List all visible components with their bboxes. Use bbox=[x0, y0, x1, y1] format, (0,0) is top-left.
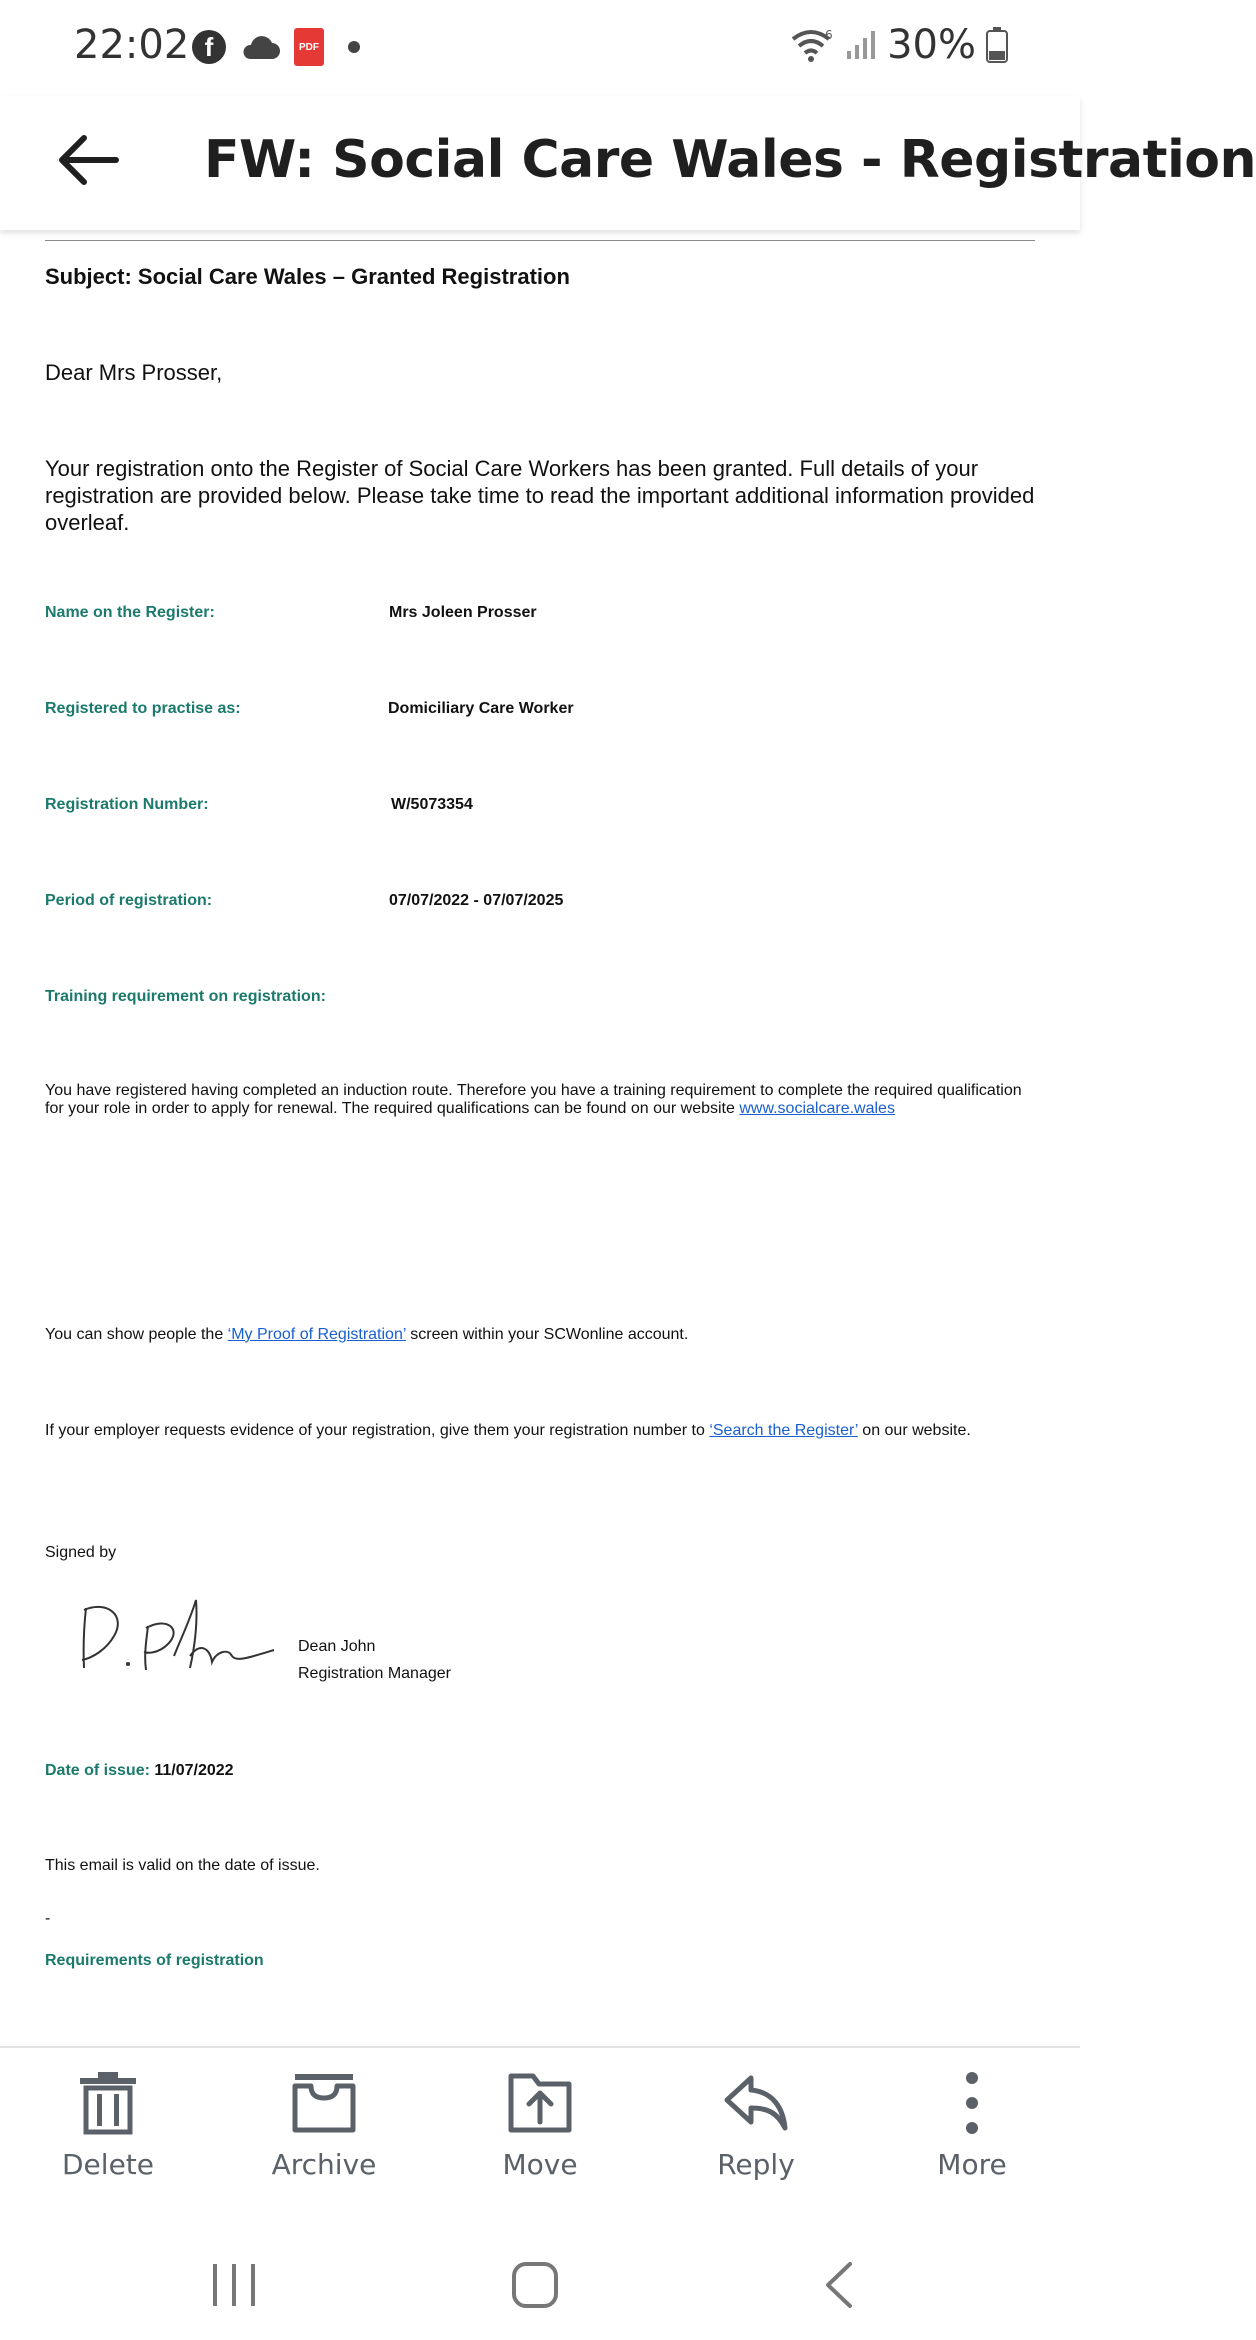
date-label: Date of issue: bbox=[45, 1762, 150, 1779]
date-value: 11/07/2022 bbox=[154, 1762, 234, 1779]
move-folder-icon bbox=[507, 2070, 573, 2136]
delete-button[interactable] bbox=[0, 2050, 216, 2210]
battery-icon bbox=[986, 27, 1008, 63]
field-label-period: Period of registration: bbox=[45, 892, 213, 909]
move-button[interactable] bbox=[432, 2050, 648, 2210]
arrow-back-icon bbox=[56, 134, 120, 186]
bottom-toolbar bbox=[0, 2050, 1080, 2210]
status-time: 22:02 bbox=[74, 22, 190, 68]
archive-icon bbox=[291, 2070, 357, 2136]
svg-text:6: 6 bbox=[825, 28, 833, 42]
requirements-heading: Requirements of registration bbox=[45, 1952, 264, 1969]
email-greeting: Dear Mrs Prosser, bbox=[45, 360, 223, 385]
more-vertical-icon bbox=[939, 2070, 1005, 2136]
reply-label: Reply bbox=[717, 2148, 795, 2181]
signer-title: Registration Manager bbox=[298, 1665, 451, 1682]
date-of-issue bbox=[45, 1762, 234, 1780]
home-icon bbox=[510, 2260, 560, 2310]
status-icons-right bbox=[791, 22, 1008, 68]
employer-paragraph bbox=[45, 1422, 1035, 1440]
signer-name: Dean John bbox=[298, 1638, 376, 1655]
system-nav-bar bbox=[0, 2230, 1080, 2340]
website-link[interactable]: www.socialcare.wales bbox=[739, 1100, 895, 1117]
valid-text: This email is valid on the date of issue. bbox=[45, 1857, 320, 1874]
proof-of-registration-link[interactable]: ‘My Proof of Registration’ bbox=[227, 1326, 406, 1343]
back-nav-button[interactable] bbox=[800, 2250, 880, 2320]
delete-label: Delete bbox=[62, 2148, 154, 2181]
back-chevron-icon bbox=[820, 2260, 860, 2310]
proof-paragraph bbox=[45, 1326, 1035, 1344]
reply-icon bbox=[723, 2070, 789, 2136]
signed-by-label: Signed by bbox=[45, 1544, 117, 1561]
field-value-reg-number: W/5073354 bbox=[391, 796, 473, 813]
facebook-icon: f bbox=[192, 30, 226, 64]
search-register-link[interactable]: ‘Search the Register’ bbox=[709, 1422, 858, 1439]
field-label-name: Name on the Register: bbox=[45, 604, 215, 621]
move-label: Move bbox=[502, 2148, 578, 2181]
app-header bbox=[0, 96, 1256, 230]
field-label-practise: Registered to practise as: bbox=[45, 700, 241, 717]
home-button[interactable] bbox=[495, 2250, 575, 2320]
status-icons-left bbox=[192, 28, 360, 66]
field-value-practise: Domiciliary Care Worker bbox=[388, 700, 574, 717]
employer-prefix: If your employer requests evidence of your registration, give them your registration number to bbox=[45, 1422, 710, 1439]
signature-image bbox=[78, 1596, 278, 1680]
dot-icon bbox=[348, 41, 360, 53]
toolbar-divider bbox=[0, 2046, 1080, 2048]
proof-suffix: screen within your SCWonline account. bbox=[405, 1326, 689, 1343]
signal-icon bbox=[845, 29, 877, 61]
recent-apps-icon bbox=[209, 2262, 259, 2308]
training-paragraph bbox=[45, 1082, 1035, 1118]
recent-apps-button[interactable] bbox=[194, 2250, 274, 2320]
trash-icon bbox=[78, 2070, 138, 2136]
back-button[interactable] bbox=[48, 120, 128, 200]
field-label-reg-number: Registration Number: bbox=[45, 796, 209, 813]
wifi-icon bbox=[791, 27, 835, 63]
reply-button[interactable] bbox=[648, 2050, 864, 2210]
pdf-icon: PDF bbox=[294, 28, 324, 66]
divider bbox=[45, 240, 1035, 241]
training-text: You have registered having completed an induction route. Therefore you have a training requirement to complete the required qualification for your role in order to apply for renewal. The required qualifications can be found on our website bbox=[45, 1082, 1022, 1117]
more-button[interactable] bbox=[864, 2050, 1080, 2210]
field-value-name: Mrs Joleen Prosser bbox=[389, 604, 537, 621]
proof-prefix: You can show people the bbox=[45, 1326, 228, 1343]
archive-label: Archive bbox=[271, 2148, 377, 2181]
email-subject: Subject: Social Care Wales – Granted Registration bbox=[45, 264, 570, 289]
email-intro: Your registration onto the Register of Social Care Workers has been granted. Full details of your registration are provided below. Please take time to read the important additional information provided overleaf. bbox=[45, 456, 1035, 535]
status-bar bbox=[0, 0, 1080, 96]
employer-suffix: on our website. bbox=[857, 1422, 971, 1439]
email-title: FW: Social Care Wales - Registration bbox=[204, 130, 1256, 190]
more-label: More bbox=[937, 2148, 1007, 2181]
training-heading: Training requirement on registration: bbox=[45, 988, 326, 1005]
dash-text: - bbox=[45, 1910, 51, 1927]
battery-percent: 30% bbox=[887, 22, 976, 68]
cloud-icon bbox=[240, 33, 280, 61]
field-value-period: 07/07/2022 - 07/07/2025 bbox=[389, 892, 564, 909]
archive-button[interactable] bbox=[216, 2050, 432, 2210]
